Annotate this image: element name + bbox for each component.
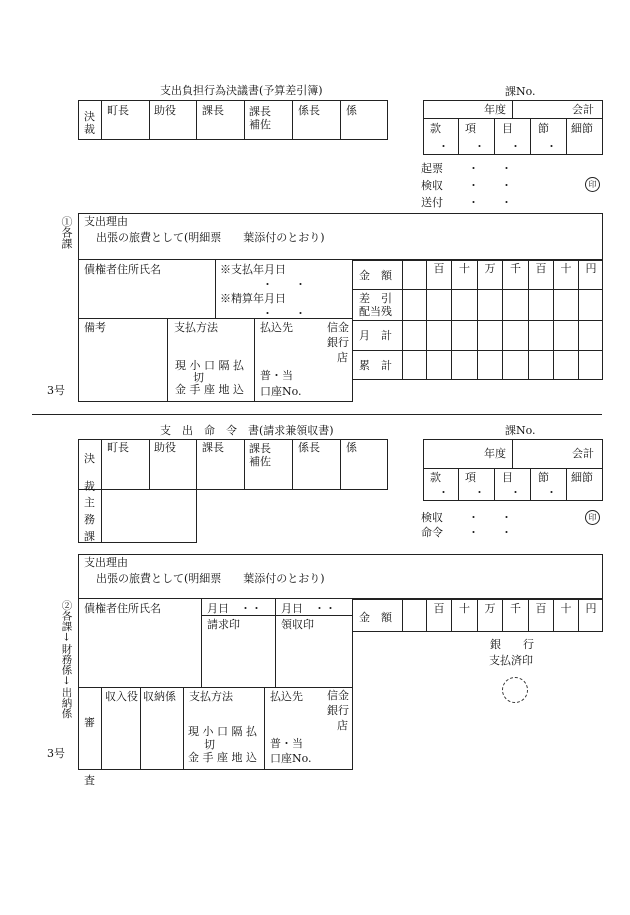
form1-settle-date-label: ※精算年月日 [220, 292, 286, 305]
form2-claim-seal: 請求印 [207, 618, 240, 631]
form2-month-day-2: 月日 ・・ [281, 602, 336, 615]
form2-month-day-1: 月日 ・・ [207, 602, 262, 615]
form2-reason-text: 出張の旅費として(明細票 葉添付のとおり) [96, 572, 325, 585]
form1-setsu: 節 [538, 122, 549, 135]
form1-account-no: 口座No. [260, 385, 302, 398]
form1-bank-ten: 店 [337, 351, 348, 364]
form1-date-soufu: 送付 [421, 196, 443, 209]
form1-creditor-label: 債権者住所氏名 [84, 263, 161, 276]
form1-moku: 目 [502, 122, 513, 135]
form2-role-kakari: 係 [346, 441, 357, 454]
form1-monthly-label: 月 計 [359, 329, 392, 342]
form2-saisetsu: 細節 [571, 471, 593, 484]
form2-bank-ten: 店 [337, 719, 348, 732]
form1-pay-methods: 現 小 口 隔 払 [175, 359, 244, 372]
form1-seal-icon: 印 [585, 177, 600, 192]
form1-date-kenshu: 検収 [421, 179, 443, 192]
form1-title: 支出負担行為決議書(予算差引簿) [160, 84, 323, 97]
form2-audit-label: 審査 [84, 716, 95, 787]
form1-saisetsu: 細節 [571, 122, 593, 135]
form2-role-joyaku: 助役 [154, 441, 176, 454]
form1-kan: 款 [430, 122, 441, 135]
form1-bank-shinkin: 信金 [327, 321, 349, 334]
form1-side-label: ①各課 [60, 216, 73, 249]
form1-role-joyaku: 助役 [154, 104, 176, 117]
form1-bank-ginkou: 銀行 [327, 336, 349, 349]
form1-date-kihyou: 起票 [421, 162, 443, 175]
form1-remarks: 備考 [84, 321, 106, 334]
form1-kou: 項 [465, 122, 476, 135]
form1-amount-label: 金 額 [359, 269, 392, 282]
form1-balance-label: 差 引配当残 [359, 292, 392, 318]
form1-reason-text: 出張の旅費として(明細票 葉添付のとおり) [96, 231, 325, 244]
form1-nendo: 年度 [484, 103, 506, 116]
form2-date-kenshu: 検収 [421, 511, 443, 524]
form2-amount-label: 金 額 [359, 611, 392, 624]
bank-stamp-icon [502, 677, 528, 703]
form1-role-hosa: 課長補佐 [249, 105, 271, 131]
form2-nendo: 年度 [484, 447, 506, 460]
form2-title: 支 出 命 令 書(請求兼領収書) [160, 424, 334, 437]
form1-role-kakarichou: 係長 [298, 104, 320, 117]
form1-role-kakari: 係 [346, 104, 357, 117]
form2-shumuka-label: 主務課 [84, 496, 95, 543]
form2-bank-paid-label2: 支払済印 [489, 654, 533, 667]
form2-setsu: 節 [538, 471, 549, 484]
form1-role-chou: 町長 [107, 104, 129, 117]
form2-receipt-seal: 領収印 [281, 618, 314, 631]
form1-kaikei: 会計 [572, 103, 594, 116]
form2-kaikei: 会計 [572, 447, 594, 460]
form1-ka-no: 課No. [505, 85, 536, 98]
form1-form-no: 3号 [47, 384, 65, 397]
form2-approval-label: 決裁 [84, 452, 95, 493]
form2-bank-paid-label: 銀 行 [490, 638, 534, 651]
form2-role-kakarichou: 係長 [298, 441, 320, 454]
form2-account-no: 口座No. [270, 752, 312, 765]
form2-bank-ginkou: 銀行 [327, 704, 349, 717]
form2-date-meirei: 命令 [421, 526, 443, 539]
form2-pay-method-label: 支払方法 [189, 690, 233, 703]
form2-pay-methods: 現 小 口 隔 払 [188, 725, 257, 738]
form2-role-chou: 町長 [107, 441, 129, 454]
form2-form-no: 3号 [47, 747, 65, 760]
form2-transfer-label: 払込先 [270, 690, 303, 703]
form1-transfer-label: 払込先 [260, 321, 293, 334]
form2-receipt-officer: 収入役 [105, 690, 138, 703]
form1-role-kachou: 課長 [202, 104, 224, 117]
form2-reason-label: 支出理由 [84, 556, 128, 569]
form1-cumulative-label: 累 計 [359, 359, 392, 372]
form1-pay-method-label: 支払方法 [174, 321, 218, 334]
form2-seal-icon: 印 [585, 510, 600, 525]
form1-account-type: 普・当 [260, 369, 293, 382]
form2-creditor-label: 債権者住所氏名 [84, 602, 161, 615]
form2-side-label: ②各課↓財務係↓出納係 [60, 600, 73, 719]
form2-moku: 目 [502, 471, 513, 484]
form1-approval-label: 決裁 [84, 110, 95, 136]
form2-account-type: 普・当 [270, 737, 303, 750]
form2-role-hosa: 課長補佐 [249, 442, 271, 468]
form2-bank-shinkin: 信金 [327, 689, 349, 702]
form2-kou: 項 [465, 471, 476, 484]
section-divider [32, 414, 602, 415]
form2-role-kachou: 課長 [202, 441, 224, 454]
form2-cashier: 収納係 [143, 690, 176, 703]
form1-reason-label: 支出理由 [84, 215, 128, 228]
form2-ka-no: 課No. [505, 424, 536, 437]
form1-pay-date-label: ※支払年月日 [220, 263, 286, 276]
form2-kan: 款 [430, 471, 441, 484]
